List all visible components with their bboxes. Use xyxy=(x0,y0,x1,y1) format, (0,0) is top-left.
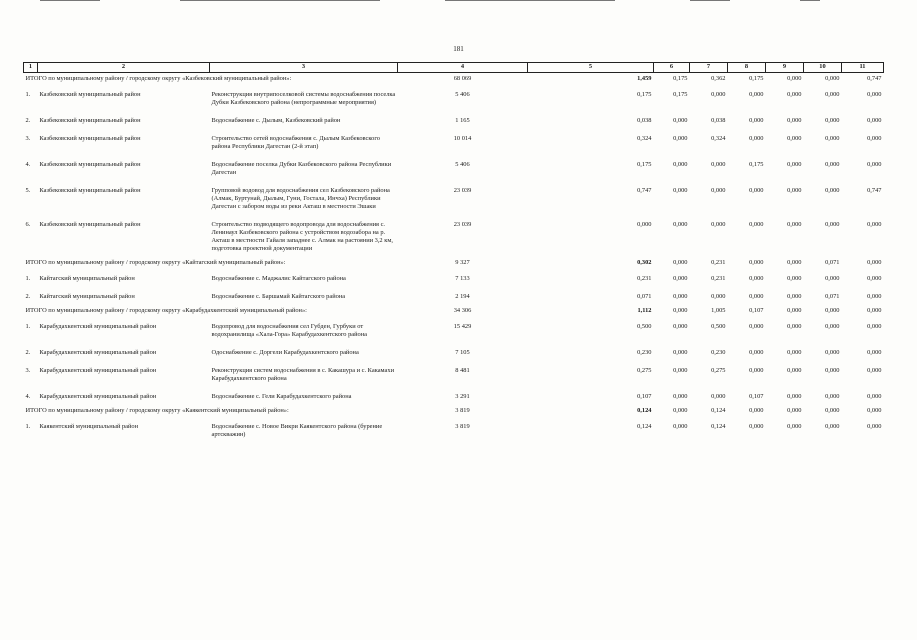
total-value: 0,000 xyxy=(825,75,840,82)
column-number-header: 10 xyxy=(804,63,842,73)
total-value: 0,000 xyxy=(867,307,882,314)
numeric-value: 0,000 xyxy=(673,349,688,356)
project-name: Водоснабжение с. Гели Карабудахкентского района xyxy=(211,393,352,400)
numeric-value: 0,000 xyxy=(711,221,726,228)
numeric-value: 0,500 xyxy=(711,323,726,330)
numeric-value: 0,000 xyxy=(825,91,840,98)
table-row xyxy=(24,181,884,215)
district-name: Казбековский муниципальный район xyxy=(39,135,141,142)
numeric-value: 0,275 xyxy=(637,367,652,374)
numeric-value: 0,000 xyxy=(673,117,688,124)
numeric-value: 0,000 xyxy=(825,135,840,142)
numeric-value: 0,000 xyxy=(673,135,688,142)
column-number-header: 4 xyxy=(398,63,528,73)
numeric-value: 0,000 xyxy=(867,367,882,374)
district-name: Кайтагский муниципальный район xyxy=(39,293,135,300)
numeric-value: 0,000 xyxy=(867,161,882,168)
numeric-value: 0,000 xyxy=(749,135,764,142)
district-name: Казбековский муниципальный район xyxy=(39,161,141,168)
population-value: 7 105 xyxy=(455,349,470,356)
numeric-value: 0,000 xyxy=(867,275,882,282)
total-label: ИТОГО по муниципальному району / городскому округу «Казбековский муниципальный район»: xyxy=(25,75,292,82)
total-label: ИТОГО по муниципальному району / городскому округу «Карабудахкентский муниципальный район»: xyxy=(25,307,307,314)
numeric-value: 0,000 xyxy=(787,367,802,374)
column-number-header: 5 xyxy=(528,63,654,73)
column-number-header: 11 xyxy=(842,63,884,73)
numeric-value: 0,000 xyxy=(711,187,726,194)
total-value: 0,747 xyxy=(867,75,882,82)
numeric-value: 0,000 xyxy=(825,275,840,282)
numeric-value: 0,000 xyxy=(673,187,688,194)
numeric-value: 0,000 xyxy=(749,323,764,330)
table-row xyxy=(24,111,884,129)
total-value: 0,000 xyxy=(867,407,882,414)
total-population: 34 306 xyxy=(453,307,472,314)
scan-top-line xyxy=(690,0,730,1)
numeric-value: 0,038 xyxy=(637,117,652,124)
project-name: Водоснабжение с. Новое Викри Каякентского района (бурение артскважин) xyxy=(211,423,383,438)
district-name: Карабудахкентский муниципальный район xyxy=(39,349,157,356)
numeric-value: 0,000 xyxy=(787,293,802,300)
total-value: 0,231 xyxy=(711,259,726,266)
total-value: 0,107 xyxy=(749,307,764,314)
table-row xyxy=(24,129,884,155)
total-value: 0,000 xyxy=(673,407,688,414)
row-number: 1. xyxy=(25,423,31,430)
table-row xyxy=(24,317,884,343)
row-number: 1. xyxy=(25,91,31,98)
numeric-value: 0,071 xyxy=(825,293,840,300)
numeric-value: 0,324 xyxy=(637,135,652,142)
total-row xyxy=(24,405,884,417)
row-number: 3. xyxy=(25,367,31,374)
population-value: 3 819 xyxy=(455,423,470,430)
numeric-value: 0,071 xyxy=(637,293,652,300)
total-row xyxy=(24,305,884,317)
scan-top-line xyxy=(800,0,820,1)
row-number: 5. xyxy=(25,187,31,194)
project-name: Водоснабжение с. Маджалис Кайтагского района xyxy=(211,275,346,282)
total-population: 68 069 xyxy=(453,75,472,82)
numeric-value: 0,000 xyxy=(825,221,840,228)
numeric-value: 0,000 xyxy=(711,161,726,168)
numeric-value: 0,000 xyxy=(867,393,882,400)
header-row xyxy=(24,63,884,73)
district-name: Карабудахкентский муниципальный район xyxy=(39,323,157,330)
numeric-value: 0,000 xyxy=(867,293,882,300)
table-row xyxy=(24,287,884,305)
numeric-value: 0,000 xyxy=(787,91,802,98)
total-value: 0,000 xyxy=(787,307,802,314)
numeric-value: 0,231 xyxy=(637,275,652,282)
numeric-value: 0,000 xyxy=(867,349,882,356)
scan-top-line xyxy=(40,0,100,1)
column-number-header: 1 xyxy=(24,63,38,73)
scan-top-line xyxy=(180,0,380,1)
numeric-value: 0,000 xyxy=(787,423,802,430)
row-number: 2. xyxy=(25,349,31,356)
numeric-value: 0,000 xyxy=(787,349,802,356)
total-value: 0,000 xyxy=(787,259,802,266)
table-row xyxy=(24,387,884,405)
row-number: 1. xyxy=(25,275,31,282)
numeric-value: 0,107 xyxy=(749,393,764,400)
column-number-header: 9 xyxy=(766,63,804,73)
numeric-value: 0,000 xyxy=(749,117,764,124)
population-value: 1 165 xyxy=(455,117,470,124)
population-value: 5 406 xyxy=(455,91,470,98)
total-value: 0,000 xyxy=(867,259,882,266)
numeric-value: 0,000 xyxy=(787,393,802,400)
numeric-value: 0,000 xyxy=(825,323,840,330)
numeric-value: 0,230 xyxy=(711,349,726,356)
numeric-value: 0,000 xyxy=(673,161,688,168)
numeric-value: 0,000 xyxy=(673,323,688,330)
numeric-value: 0,038 xyxy=(711,117,726,124)
numeric-value: 0,000 xyxy=(749,91,764,98)
numeric-value: 0,000 xyxy=(787,135,802,142)
total-value: 0,000 xyxy=(787,407,802,414)
numeric-value: 0,175 xyxy=(637,161,652,168)
numeric-value: 0,000 xyxy=(825,117,840,124)
total-value: 0,071 xyxy=(825,259,840,266)
population-value: 10 014 xyxy=(453,135,472,142)
numeric-value: 0,324 xyxy=(711,135,726,142)
numeric-value: 0,000 xyxy=(711,393,726,400)
total-row xyxy=(24,73,884,86)
numeric-value: 0,000 xyxy=(749,423,764,430)
table-row xyxy=(24,343,884,361)
population-value: 3 291 xyxy=(455,393,470,400)
row-number: 2. xyxy=(25,293,31,300)
project-name: Водоснабжение поселка Дубки Казбековского района Республики Дагестан xyxy=(211,161,392,176)
numeric-value: 0,000 xyxy=(673,367,688,374)
district-name: Карабудахкентский муниципальный район xyxy=(39,367,157,374)
numeric-value: 0,000 xyxy=(867,221,882,228)
table-row xyxy=(24,85,884,111)
numeric-value: 0,500 xyxy=(637,323,652,330)
column-number-header: 7 xyxy=(690,63,728,73)
numeric-value: 0,000 xyxy=(673,275,688,282)
numeric-value: 0,747 xyxy=(867,187,882,194)
numeric-value: 0,000 xyxy=(825,349,840,356)
total-value: 0,124 xyxy=(637,407,652,414)
row-number: 2. xyxy=(25,117,31,124)
numeric-value: 0,124 xyxy=(711,423,726,430)
numeric-value: 0,000 xyxy=(673,393,688,400)
district-name: Кайтагский муниципальный район xyxy=(39,275,135,282)
numeric-value: 0,000 xyxy=(867,91,882,98)
numeric-value: 0,000 xyxy=(637,221,652,228)
numeric-value: 0,747 xyxy=(637,187,652,194)
population-value: 7 133 xyxy=(455,275,470,282)
numeric-value: 0,000 xyxy=(673,221,688,228)
population-value: 8 481 xyxy=(455,367,470,374)
total-value: 0,362 xyxy=(711,75,726,82)
numeric-value: 0,175 xyxy=(749,161,764,168)
numeric-value: 0,175 xyxy=(637,91,652,98)
numeric-value: 0,000 xyxy=(867,423,882,430)
population-value: 5 406 xyxy=(455,161,470,168)
population-value: 2 194 xyxy=(455,293,470,300)
numeric-value: 0,000 xyxy=(867,135,882,142)
column-number-header: 6 xyxy=(654,63,690,73)
total-value: 0,000 xyxy=(787,75,802,82)
total-label: ИТОГО по муниципальному району / городскому округу «Каякентский муниципальный район»: xyxy=(25,407,289,414)
population-value: 23 039 xyxy=(453,187,472,194)
numeric-value: 0,000 xyxy=(749,367,764,374)
project-name: Групповой водовод для водоснабжения сел Казбековского района (Алмак, Буртунай, Дылым, Гуни, Гостала, Инчха) Республики Дагестан с забором воды из реки Акташ в местности Эшаки xyxy=(211,187,390,210)
table-row xyxy=(24,361,884,387)
project-name: Одоснабжение с. Доргели Карабудахкентского района xyxy=(211,349,359,356)
total-value: 1,005 xyxy=(711,307,726,314)
table-row xyxy=(24,155,884,181)
row-number: 6. xyxy=(25,221,31,228)
row-number: 4. xyxy=(25,161,31,168)
numeric-value: 0,000 xyxy=(749,275,764,282)
population-value: 15 429 xyxy=(453,323,472,330)
total-row xyxy=(24,257,884,269)
project-name: Водоснабжение с. Дылым, Казбековский район xyxy=(211,117,341,124)
project-name: Строительство подводящего водопровода для водоснабжения с. Ленинаул Казбековского района с устройством водозабора на р. Акташ в местности Гайаля западнее с. Алмак на растоянии 3,2 км, подготовка проектной документации xyxy=(211,221,393,252)
district-name: Казбековский муниципальный район xyxy=(39,221,141,228)
table-row xyxy=(24,269,884,287)
total-population: 9 327 xyxy=(455,259,470,266)
total-value: 1,459 xyxy=(637,75,652,82)
district-name: Казбековский муниципальный район xyxy=(39,187,141,194)
numeric-value: 0,000 xyxy=(825,161,840,168)
numeric-value: 0,000 xyxy=(749,349,764,356)
column-number-header: 3 xyxy=(210,63,398,73)
total-value: 0,000 xyxy=(673,307,688,314)
numeric-value: 0,000 xyxy=(673,423,688,430)
numeric-value: 0,000 xyxy=(711,293,726,300)
numeric-value: 0,000 xyxy=(787,161,802,168)
total-value: 0,000 xyxy=(825,307,840,314)
numeric-value: 0,000 xyxy=(749,293,764,300)
total-value: 0,124 xyxy=(711,407,726,414)
numeric-value: 0,000 xyxy=(825,187,840,194)
district-name: Казбековский муниципальный район xyxy=(39,117,141,124)
numeric-value: 0,000 xyxy=(787,275,802,282)
column-number-header: 8 xyxy=(728,63,766,73)
total-value: 0,000 xyxy=(825,407,840,414)
total-value: 0,175 xyxy=(673,75,688,82)
numeric-value: 0,107 xyxy=(637,393,652,400)
water-supply-table xyxy=(23,62,884,443)
table-row xyxy=(24,215,884,257)
project-name: Реконструкция внутрипоселковой системы водоснабжения поселка Дубки Казбековского района (непрограммные мероприятия) xyxy=(211,91,396,106)
population-value: 23 039 xyxy=(453,221,472,228)
numeric-value: 0,000 xyxy=(867,323,882,330)
project-name: Реконструкция систем водоснабжения в с. Какашура и с. Какамахи Карабудахкентского района xyxy=(211,367,394,382)
district-name: Казбековский муниципальный район xyxy=(39,91,141,98)
numeric-value: 0,000 xyxy=(867,117,882,124)
total-value: 0,302 xyxy=(637,259,652,266)
project-name: Водоснабжение с. Баршамай Кайтагского района xyxy=(211,293,346,300)
numeric-value: 0,000 xyxy=(711,91,726,98)
numeric-value: 0,000 xyxy=(787,323,802,330)
scan-top-line xyxy=(445,0,615,1)
row-number: 3. xyxy=(25,135,31,142)
numeric-value: 0,000 xyxy=(787,187,802,194)
district-name: Карабудахкентский муниципальный район xyxy=(39,393,157,400)
total-value: 0,000 xyxy=(673,259,688,266)
page-number: 181 xyxy=(453,45,464,53)
project-name: Водопровод для водоснабжения сел Губден, Гурбуки от водохранилища «Хала-Гора» Карабудахкентского района xyxy=(211,323,367,338)
numeric-value: 0,000 xyxy=(749,221,764,228)
numeric-value: 0,231 xyxy=(711,275,726,282)
row-number: 1. xyxy=(25,323,31,330)
numeric-value: 0,175 xyxy=(673,91,688,98)
numeric-value: 0,000 xyxy=(749,187,764,194)
numeric-value: 0,000 xyxy=(787,221,802,228)
numeric-value: 0,000 xyxy=(825,367,840,374)
total-value: 0,000 xyxy=(749,407,764,414)
row-number: 4. xyxy=(25,393,31,400)
district-name: Каякентский муниципальный район xyxy=(39,423,139,430)
table-row xyxy=(24,417,884,443)
total-value: 1,112 xyxy=(637,307,652,314)
numeric-value: 0,124 xyxy=(637,423,652,430)
total-value: 0,000 xyxy=(749,259,764,266)
numeric-value: 0,000 xyxy=(673,293,688,300)
total-label: ИТОГО по муниципальному району / городскому округу «Кайтагский муниципальный район»: xyxy=(25,259,286,266)
total-value: 0,175 xyxy=(749,75,764,82)
total-population: 3 819 xyxy=(455,407,470,414)
numeric-value: 0,230 xyxy=(637,349,652,356)
numeric-value: 0,000 xyxy=(825,393,840,400)
numeric-value: 0,000 xyxy=(825,423,840,430)
numeric-value: 0,000 xyxy=(787,117,802,124)
project-name: Строительство сетей водоснабжения с. Дылым Казбековского района Республики Дагестан (2-й этап) xyxy=(211,135,380,150)
numeric-value: 0,275 xyxy=(711,367,726,374)
column-number-header: 2 xyxy=(38,63,210,73)
